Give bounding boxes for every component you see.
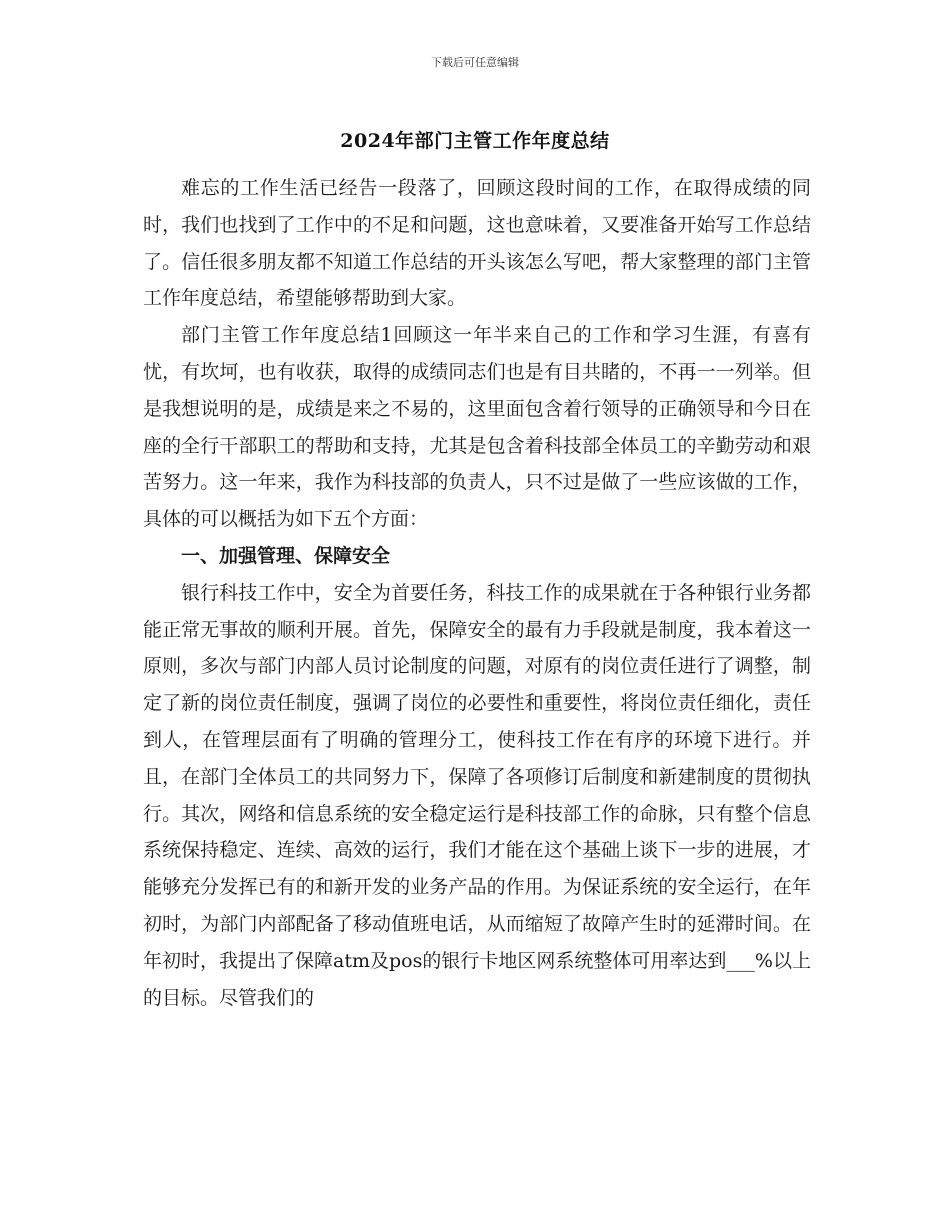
document-title: 2024年部门主管工作年度总结	[340, 130, 610, 152]
section-paragraph: 银行科技工作中，安全为首要任务，科技工作的成果就在于各种银行业务都能正常无事故的顺利开展。首先，保障安全的最有力手段就是制度，我本着这一原则，多次与部门内部人员讨论制度的问题，对原有的岗位责任进行了调整，制定了新的岗位责任制度，强调了岗位的必要性和重要性，将岗位责任细化，责任到人，在管理层面有了明确的管理分工，使科技工作在有序的环境下进行。并且，在部门全体员工的共同努力下，保障了各项修订后制度和新建制度的贯彻执行。其次，网络和信息系统的安全稳定运行是科技部工作的命脉，只有整个信息系统保持稳定、连续、高效的运行，我们才能在这个基础上谈下一步的进展，才能够充分发挥已有的和新开发的业务产品的作用。为保证系统的安全运行，在年初时，为部门内部配备了移动值班电话，从而缩短了故障产生时的延滞时间。在年初时，我提出了保障atm及pos的银行卡地区网系统整体可用率达到___%以上的目标。尽管我们的	[143, 581, 811, 1009]
document-body	[143, 170, 811, 1016]
intro-paragraph: 难忘的工作生活已经告一段落了，回顾这段时间的工作，在取得成绩的同时，我们也找到了工作中的不足和问题，这也意味着，又要准备开始写工作总结了。信任很多朋友都不知道工作总结的开头该怎么写吧，帮大家整理的部门主管工作年度总结，希望能够帮助到大家。	[143, 177, 811, 310]
summary-paragraph: 部门主管工作年度总结1回顾这一年半来自己的工作和学习生涯，有喜有忧，有坎坷，也有收获，取得的成绩同志们也是有目共睹的，不再一一列举。但是我想说明的是，成绩是来之不易的，这里面包含着行领导的正确领导和今日在座的全行干部职工的帮助和支持，尤其是包含着科技部全体员工的辛勤劳动和艰苦努力。这一年来，我作为科技部的负责人，只不过是做了一些应该做的工作，具体的可以概括为如下五个方面：	[143, 324, 811, 531]
section-heading: 一、加强管理、保障安全	[181, 544, 391, 567]
page-header-note: 下载后可任意编辑	[431, 56, 519, 69]
